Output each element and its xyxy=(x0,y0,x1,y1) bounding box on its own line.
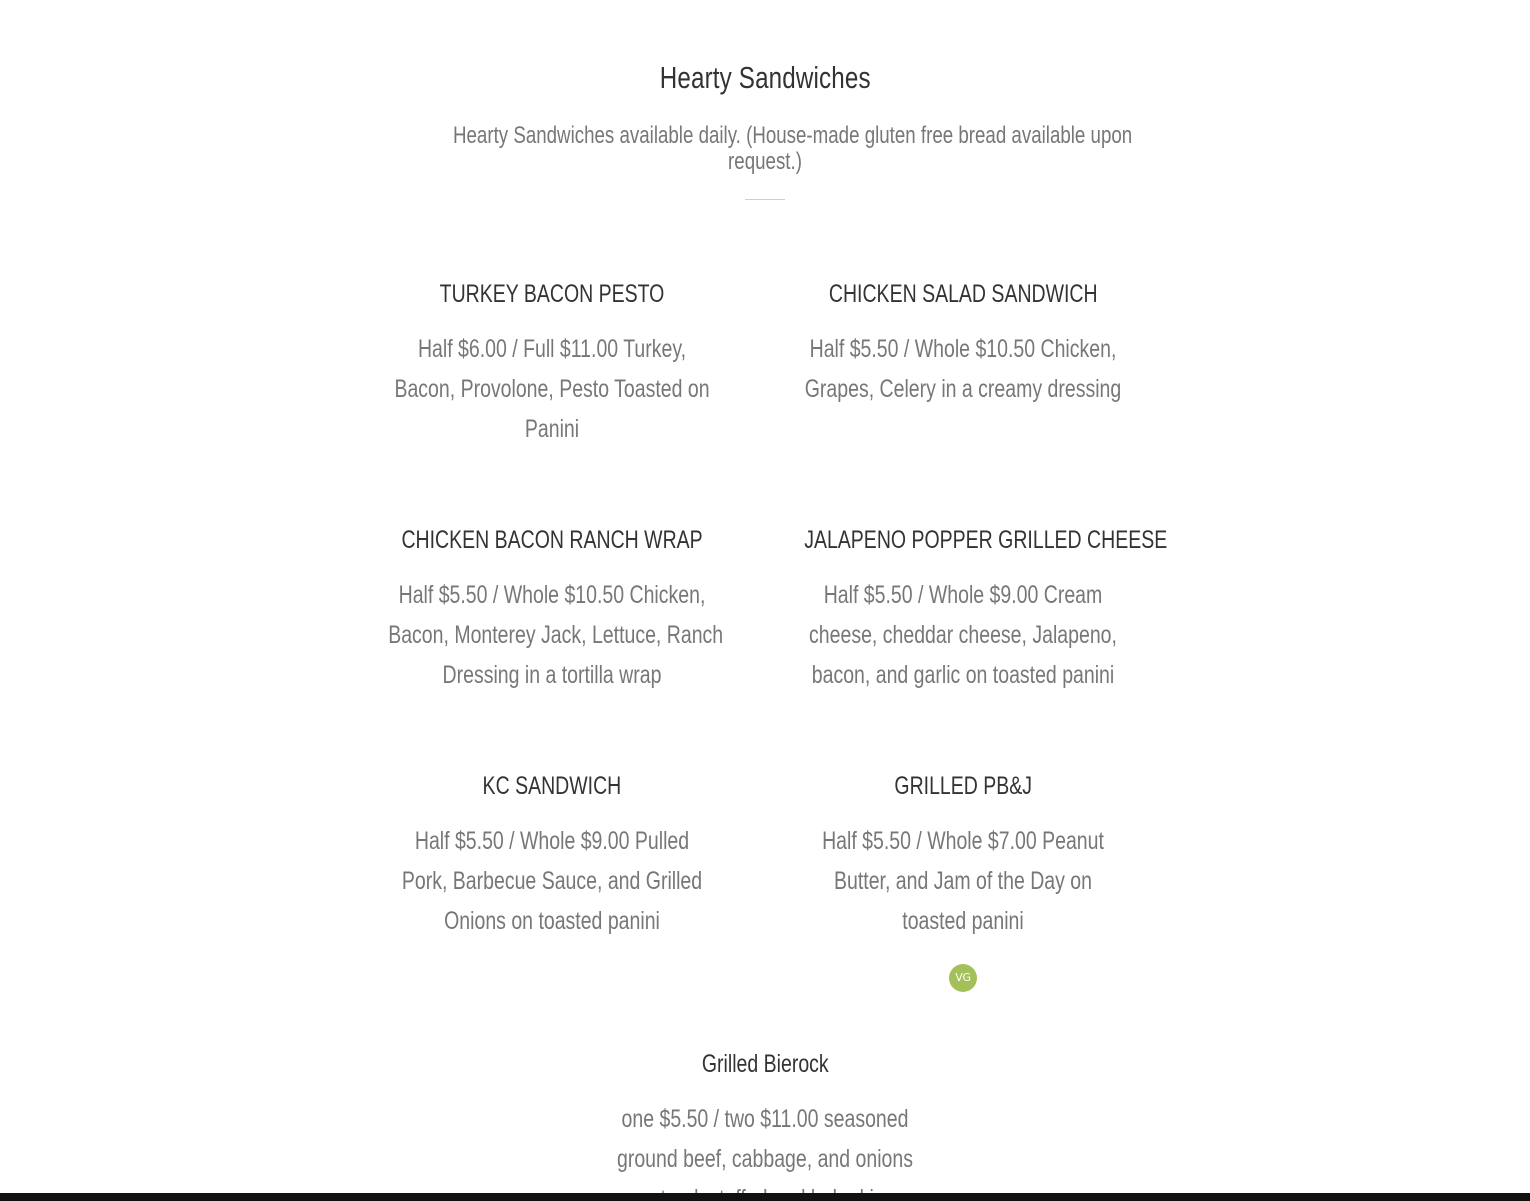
section-description-line: Hearty Sandwiches available daily. (House-made gluten free bread available upon xyxy=(453,122,1133,149)
menu-item-description xyxy=(342,575,762,695)
menu-item-name: Grilled Bierock xyxy=(701,1050,829,1078)
menu-item-description-line: Bacon, Monterey Jack, Lettuce, Ranch xyxy=(388,621,724,649)
menu-item-description xyxy=(753,821,1173,941)
menu-item-description-line: cheese, cheddar cheese, Jalapeno, xyxy=(809,621,1117,649)
section-title xyxy=(0,60,1530,96)
menu-item-description-line: ground beef, cabbage, and onions xyxy=(616,1145,913,1173)
menu-item-name: CHICKEN SALAD SANDWICH xyxy=(828,280,1098,308)
menu-item-description-line: Half $5.50 / Whole $9.00 Cream xyxy=(823,581,1103,609)
menu-item-description-line: toasted panini xyxy=(902,907,1024,935)
vegetarian-badge-icon: VG xyxy=(949,964,977,992)
section-description-line: request.) xyxy=(728,148,802,175)
menu-item-name: CHICKEN BACON RANCH WRAP xyxy=(401,526,703,554)
menu-item-description xyxy=(342,329,762,449)
menu-item-turkey-bacon-pesto xyxy=(342,279,762,449)
menu-item-grilled-pbj xyxy=(753,771,1173,992)
menu-item-description-line: Half $5.50 / Whole $9.00 Pulled xyxy=(414,827,690,855)
menu-item-grilled-bierock xyxy=(555,1049,975,1201)
menu-item-description-line: Grapes, Celery in a creamy dressing xyxy=(804,375,1122,403)
menu-item-chicken-salad-sandwich xyxy=(753,279,1173,409)
menu-item-description-line: Half $5.50 / Whole $10.50 Chicken, xyxy=(809,335,1117,363)
section-divider xyxy=(745,199,785,200)
menu-item-name: JALAPENO POPPER GRILLED CHEESE xyxy=(804,526,1168,554)
menu-item-description-line: Onions on toasted panini xyxy=(444,907,660,935)
menu-item-description-line: Butter, and Jam of the Day on xyxy=(834,867,1092,895)
section-title-text: Hearty Sandwiches xyxy=(659,60,871,95)
menu-item-name: TURKEY BACON PESTO xyxy=(439,280,665,308)
section-description xyxy=(365,123,1165,175)
menu-item-name: KC SANDWICH xyxy=(482,772,622,800)
menu-item-description-line: Half $6.00 / Full $11.00 Turkey, xyxy=(417,335,687,363)
menu-item-name: GRILLED PB&J xyxy=(894,772,1032,800)
menu-item-description-line: Bacon, Provolone, Pesto Toasted on xyxy=(394,375,710,403)
menu-item-description xyxy=(753,575,1173,695)
menu-item-description-line: Pork, Barbecue Sauce, and Grilled xyxy=(401,867,703,895)
menu-item-description-line: one $5.50 / two $11.00 seasoned xyxy=(621,1105,909,1133)
menu-item-chicken-bacon-ranch-wrap xyxy=(342,525,762,695)
menu-item-jalapeno-popper-grilled-cheese xyxy=(753,525,1173,695)
menu-item-description-line: Half $5.50 / Whole $10.50 Chicken, xyxy=(398,581,706,609)
menu-item-description-line: Dressing in a tortilla wrap xyxy=(442,661,662,689)
menu-item-description-line: bacon, and garlic on toasted panini xyxy=(811,661,1115,689)
menu-item-description xyxy=(753,329,1173,409)
bottom-bar xyxy=(0,1193,1530,1201)
menu-item-description xyxy=(555,1099,975,1201)
menu-item-description-line: Panini xyxy=(524,415,580,443)
menu-item-description-line: Half $5.50 / Whole $7.00 Peanut xyxy=(822,827,1104,855)
menu-item-description xyxy=(342,821,762,941)
menu-item-kc-sandwich xyxy=(342,771,762,941)
